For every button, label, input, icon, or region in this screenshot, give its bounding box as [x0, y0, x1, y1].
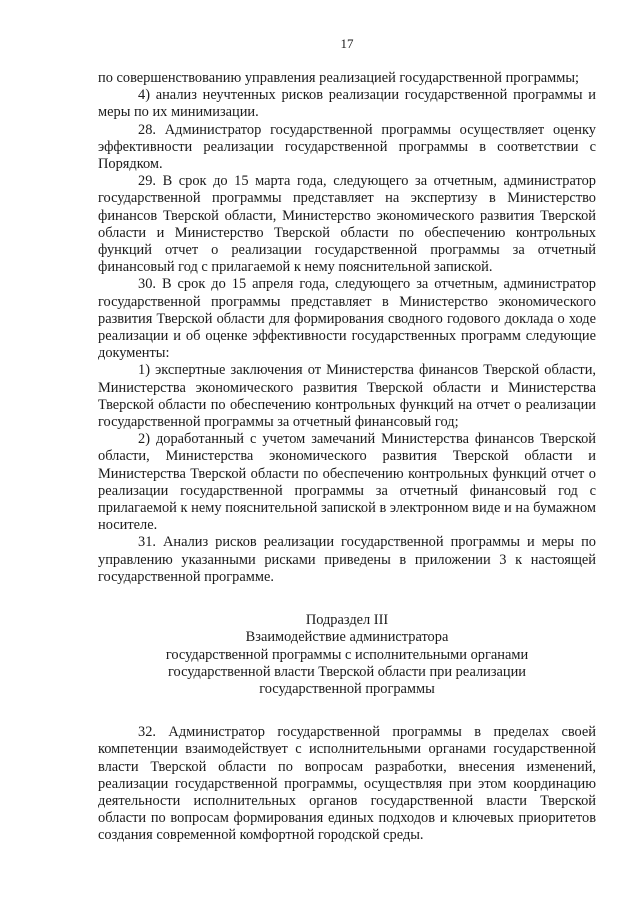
body-top: [98, 70, 596, 586]
subsection-heading: [98, 612, 596, 698]
heading-line-subsection: Подраздел III: [305, 612, 389, 629]
paragraph-30: 30. В срок до 15 апреля года, следующего за отчетным, администратор государственной программы представляет в Министерство экономического развития Тверской области для формирования сводного годового доклада о ходе реализации и об оценке эффективности государственных программ следующие документы:: [98, 276, 596, 362]
heading-line-title-2: государственной программы с исполнительными органами: [165, 646, 529, 663]
page-number: 17: [340, 36, 354, 51]
paragraph-continuation: по совершенствованию управления реализацией государственной программы;: [98, 70, 580, 86]
paragraph-32: 32. Администратор государственной программы в пределах своей компетенции взаимодействует с исполнительными органами государственной власти Тверской области по вопросам разработки, внесения изменений, реализации государственной программы, осуществляя при этом координацию деятельности исполнительных органов государственной власти Тверской области по вопросам формирования единых подходов и ключевых приоритетов создания современной комфортной городской среды.: [98, 724, 596, 844]
heading-line-title-4: государственной программы: [259, 680, 435, 697]
paragraph-28: 28. Администратор государственной программы осуществляет оценку эффективности реализации государственной программы в соответствии с Порядком.: [98, 121, 596, 173]
paragraph-item-4: 4) анализ неучтенных рисков реализации государственной программы и меры по их минимизации.: [98, 87, 596, 121]
heading-line-title-1: Взаимодействие администратора: [245, 629, 449, 646]
document-page: [98, 36, 596, 845]
paragraph-30-item-1: 1) экспертные заключения от Министерства финансов Тверской области, Министерства экономического развития Тверской области и Министерства Тверской области по обеспечению контрольных функций на отчет о реализации государственной программы за отчетный финансовый год;: [98, 362, 596, 431]
paragraph-29: 29. В срок до 15 марта года, следующего за отчетным, администратор государственной программы представляет на экспертизу в Министерство финансов Тверской области, Министерство экономического развития Тверской области и Министерство Тверской области по обеспечению контрольных функций отчет о реализации государственной программы за отчетный финансовый год с прилагаемой к нему пояснительной запиской.: [98, 173, 596, 276]
heading-line-title-3: государственной власти Тверской области при реализации: [167, 663, 527, 680]
body-bottom: [98, 724, 596, 844]
paragraph-31: 31. Анализ рисков реализации государственной программы и меры по управлению указанными рисками приведены в приложении 3 к настоящей государственной программе.: [98, 534, 596, 585]
paragraph-30-item-2: 2) доработанный с учетом замечаний Министерства финансов Тверской области, Министерства экономического развития Тверской области и Министерства Тверской области по обеспечению контрольных функций отчет о реализации государственной программы за отчетный финансовый год с прилагаемой к нему пояснительной запиской в электронном виде и на бумажном носителе.: [98, 431, 596, 534]
